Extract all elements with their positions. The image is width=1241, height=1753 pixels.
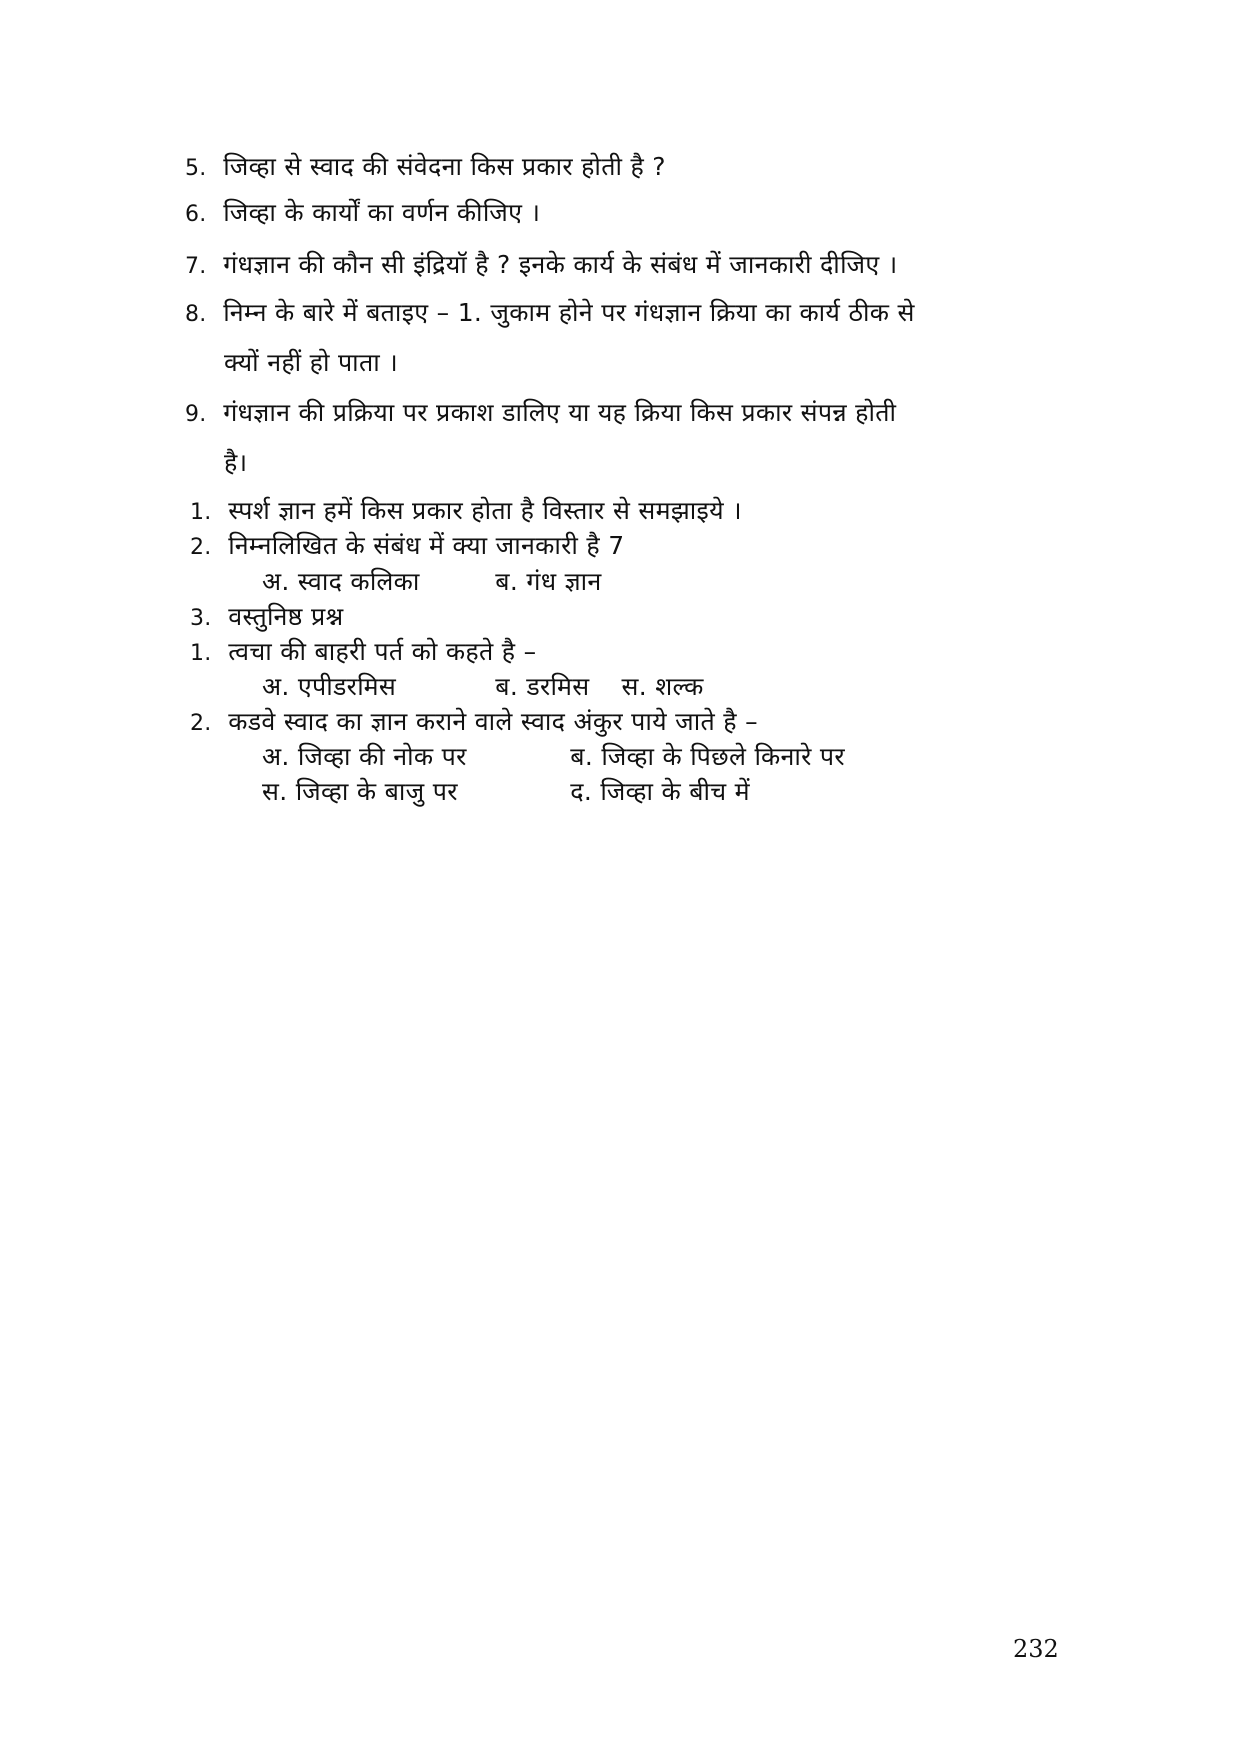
question-text: जिव्हा के कार्यों का वर्णन कीजिए । (223, 198, 541, 227)
short-question-3 (190, 600, 343, 636)
option-a: अ. एपीडरमिस (262, 672, 397, 701)
short-question-2-options (262, 565, 602, 599)
option-c: स. जिव्हा के बाजु पर (262, 777, 458, 806)
objective-question-2-options-row-1 (262, 740, 845, 774)
question-text: कडवे स्वाद का ज्ञान कराने वाले स्वाद अंकुर पाये जाते है – (228, 707, 758, 736)
question-8-continuation: क्यों नहीं हो पाता । (224, 348, 398, 377)
question-number: 9. (185, 402, 207, 427)
option-b: ब. गंध ज्ञान (495, 567, 602, 596)
question-6 (185, 196, 540, 232)
question-text: जिव्हा से स्वाद की संवेदना किस प्रकार होती है ? (223, 152, 666, 181)
question-number: 2. (190, 711, 212, 736)
option-a: अ. स्वाद कलिका (262, 567, 420, 596)
question-9-continuation: है। (224, 448, 248, 477)
question-number: 7. (185, 254, 207, 279)
question-text: त्वचा की बाहरी पर्त को कहते है – (228, 637, 537, 666)
section-heading: वस्तुनिष्ठ प्रश्न (228, 602, 344, 631)
option-a: अ. जिव्हा की नोक पर (262, 742, 467, 771)
page-number: 232 (1013, 1635, 1059, 1663)
question-text: गंधज्ञान की कौन सी इंद्रियॉ है ? इनके कार्य के संबंध में जानकारी दीजिए । (223, 250, 898, 279)
option-b: ब. जिव्हा के पिछले किनारे पर (570, 742, 845, 771)
option-d: द. जिव्हा के बीच में (570, 777, 750, 806)
question-text: निम्न के बारे में बताइए – 1. जुकाम होने पर गंधज्ञान क्रिया का कार्य ठीक से (223, 298, 915, 327)
question-5 (185, 150, 666, 186)
question-text: निम्नलिखित के संबंध में क्या जानकारी है 7 (228, 531, 625, 560)
objective-question-2 (190, 705, 758, 741)
objective-question-1-options (262, 670, 704, 704)
question-number: 1. (190, 641, 212, 666)
question-number: 2. (190, 535, 212, 560)
question-9 (185, 396, 896, 432)
short-question-2 (190, 529, 624, 565)
question-text: गंधज्ञान की प्रक्रिया पर प्रकाश डालिए या यह क्रिया किस प्रकार संपन्न होती (223, 398, 897, 427)
question-number: 6. (185, 202, 207, 227)
question-number: 3. (190, 606, 212, 631)
short-question-1 (190, 494, 742, 530)
objective-question-1 (190, 635, 536, 671)
objective-question-2-options-row-2 (262, 775, 750, 809)
question-number: 1. (190, 500, 212, 525)
option-c: स. शल्क (621, 672, 704, 701)
option-b: ब. डरमिस (495, 672, 590, 701)
question-text: स्पर्श ज्ञान हमें किस प्रकार होता है विस्तार से समझाइये । (228, 496, 742, 525)
question-number: 8. (185, 302, 207, 327)
question-8 (185, 296, 915, 332)
question-7 (185, 248, 898, 284)
question-number: 5. (185, 156, 207, 181)
